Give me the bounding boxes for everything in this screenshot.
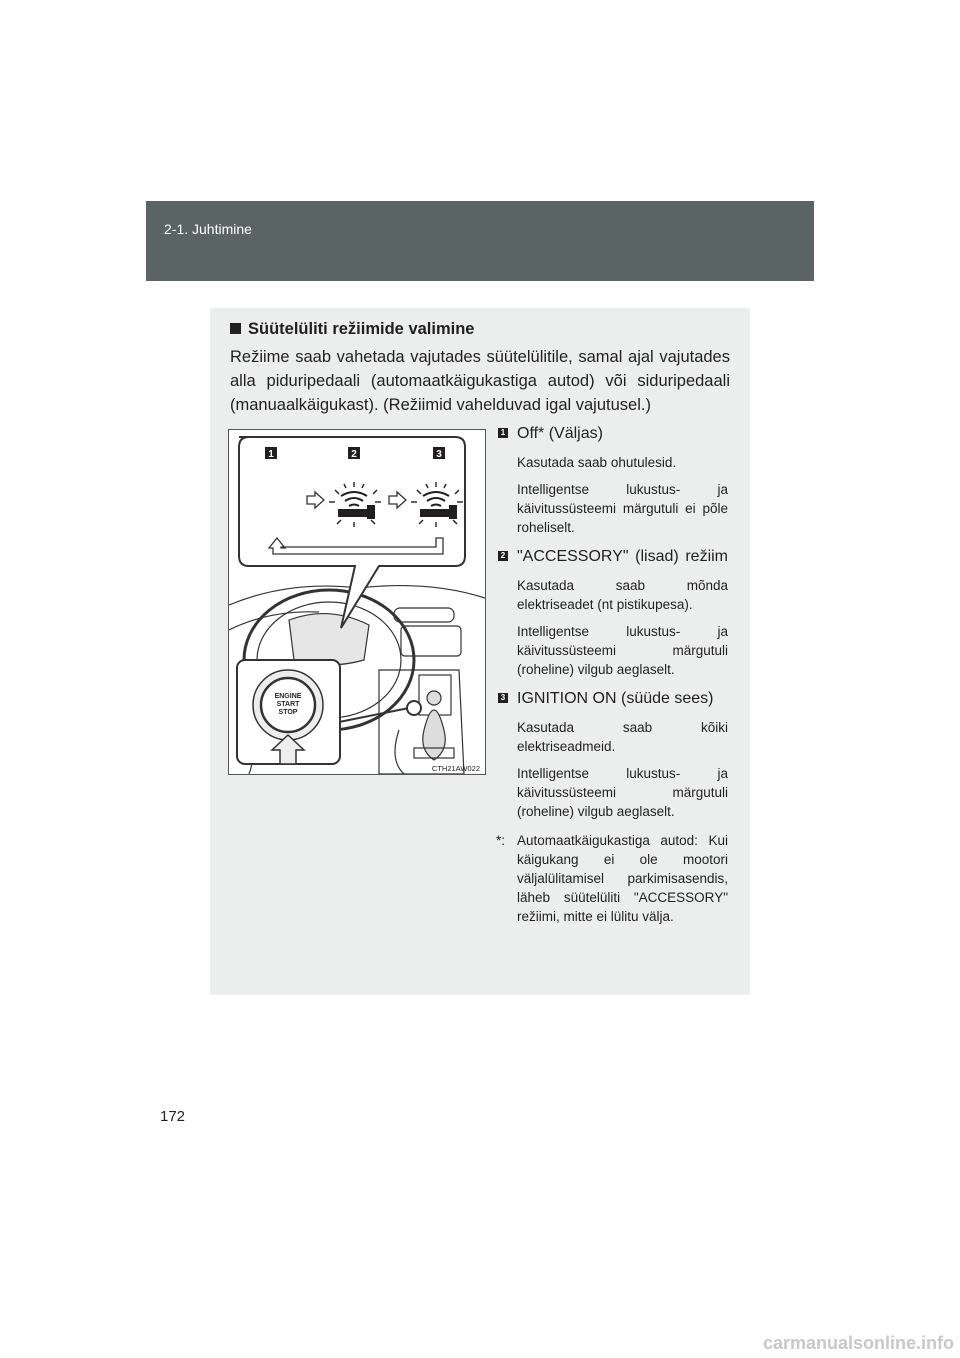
figure-label-1: 1 <box>268 449 274 460</box>
mode-title: Off* (Väljas) <box>517 425 603 442</box>
mode-list <box>493 422 728 926</box>
ignition-illustration <box>228 429 486 775</box>
figure-label-3: 3 <box>436 449 442 460</box>
button-text-engine: ENGINE <box>274 693 302 700</box>
mode-item-accessory <box>493 545 728 679</box>
mode-description: Kasutada saab mõnda elektriseadet (nt pistikupesa). <box>517 578 728 612</box>
section-title: Süütelüliti režiimide valimine <box>230 320 474 339</box>
footnote-mark: *: <box>496 833 506 848</box>
mode-item-ignition-on <box>493 687 728 821</box>
mode-title: IGNITION ON (süüde sees) <box>517 690 714 707</box>
section-header-bar <box>146 201 814 281</box>
square-bullet-icon <box>230 323 241 334</box>
intro-paragraph: Režiime saab vahetada vajutades süütelülitile, samal ajal vajutades alla piduripedaali (automaatkäigukastiga autod) või siduripedaali (manuaalkäigukast). (Režiimid vahelduvad igal vajutusel.) <box>230 348 730 414</box>
mode-number-badge: 3 <box>498 693 508 703</box>
mode-number-badge: 1 <box>498 428 508 438</box>
figure-label-2: 2 <box>351 449 357 460</box>
page-number: 172 <box>160 1108 186 1125</box>
footnote <box>493 831 728 926</box>
button-text-start: START <box>276 701 300 708</box>
mode-title: "ACCESSORY" (lisad) režiim <box>517 548 728 565</box>
figure-code: CTH21AW022 <box>431 764 480 773</box>
mode-description: Intelligentse lukustus- ja käivitussüsteemi märgutuli (roheline) vilgub aeglaselt. <box>517 624 728 677</box>
section-label: 2-1. Juhtimine <box>164 221 252 237</box>
button-text-stop: STOP <box>278 709 298 716</box>
watermark: carmanualsonline.info <box>762 1333 954 1353</box>
mode-number-badge: 2 <box>498 551 508 561</box>
mode-description: Intelligentse lukustus- ja käivitussüsteemi märgutuli ei põle roheliselt. <box>517 482 728 535</box>
footnote-text: Automaatkäigukastiga autod: Kui käigukang ei ole mootori väljalülitamisel parkimisasendis, läheb süütelüliti "ACCESSORY" režiimi, mitte ei lülitu välja. <box>517 833 728 924</box>
content-panel <box>210 308 750 995</box>
mode-description: Intelligentse lukustus- ja käivitussüsteemi märgutuli (roheline) vilgub aeglaselt. <box>517 766 728 819</box>
mode-item-off <box>493 422 728 537</box>
mode-description: Kasutada saab kõiki elektriseadmeid. <box>517 720 728 754</box>
mode-description: Kasutada saab ohutulesid. <box>517 455 677 470</box>
